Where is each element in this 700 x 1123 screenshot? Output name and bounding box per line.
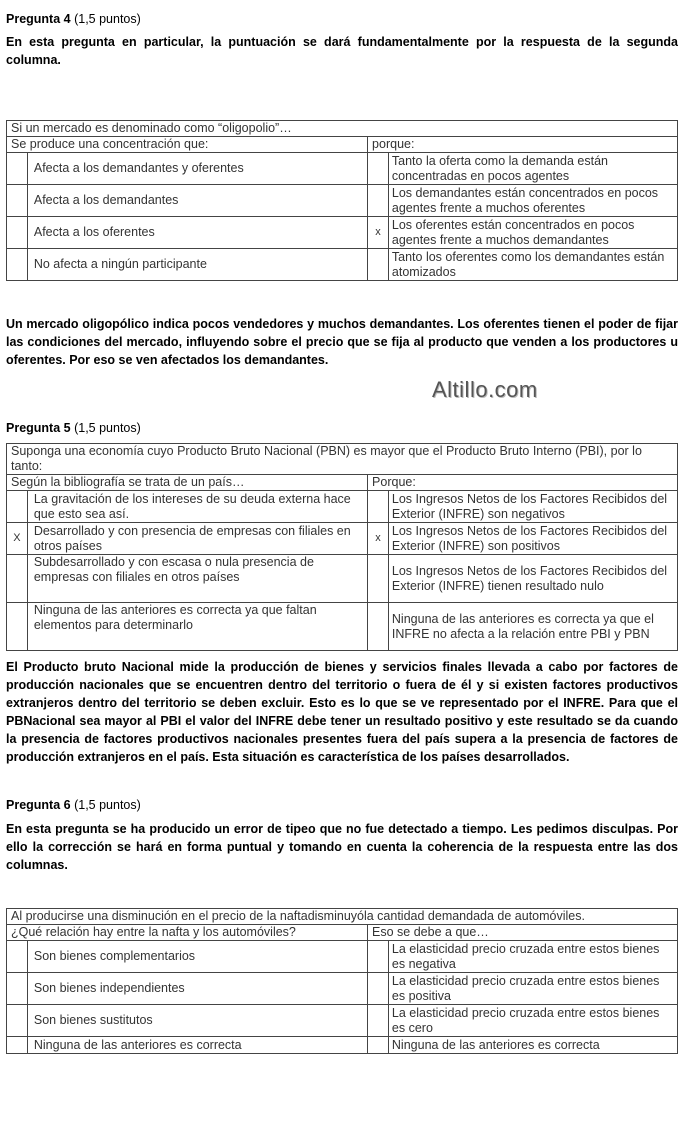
checkbox-cell-right[interactable] bbox=[368, 491, 389, 523]
checkbox-cell-left[interactable] bbox=[7, 1005, 28, 1037]
question-5-title: Pregunta 5 bbox=[6, 421, 71, 435]
checkbox-cell-left[interactable] bbox=[7, 973, 28, 1005]
checkbox-cell-left[interactable] bbox=[7, 491, 28, 523]
option-left: Ninguna de las anteriores es correcta bbox=[27, 1037, 367, 1054]
question-6-intro: En esta pregunta se ha producido un error de tipeo que no fue detectado a tiempo. Les pedimos disculpas. Por ello la corrección se hará en forma puntual y tomando en cuenta la coherencia de la respuesta entre las dos columnas. bbox=[6, 822, 678, 872]
question-5-points: (1,5 puntos) bbox=[74, 421, 141, 435]
checkbox-cell-left[interactable]: X bbox=[7, 523, 28, 555]
option-left: Desarrollado y con presencia de empresas con filiales en otros países bbox=[27, 523, 367, 555]
option-left: Ninguna de las anteriores es correcta ya que faltan elementos para determinarlo bbox=[27, 603, 367, 651]
option-right: Los Ingresos Netos de los Factores Recibidos del Exterior (INFRE) son negativos bbox=[388, 491, 677, 523]
option-left: Son bienes sustitutos bbox=[27, 1005, 367, 1037]
option-left: Afecta a los demandantes bbox=[27, 185, 367, 217]
altillo-watermark: Altillo.com bbox=[432, 377, 538, 402]
question-4-intro: En esta pregunta en particular, la puntuación se dará fundamentalmente por la respuesta de la segunda columna. bbox=[6, 35, 678, 67]
option-right: Tanto los oferentes como los demandantes están atomizados bbox=[388, 249, 677, 281]
table-row bbox=[7, 217, 678, 249]
table-row bbox=[7, 185, 678, 217]
column-header-left: ¿Qué relación hay entre la nafta y los automóviles? bbox=[7, 925, 368, 941]
question-6-table bbox=[6, 908, 678, 1054]
table-row bbox=[7, 941, 678, 973]
table-title: Al producirse una disminución en el precio de la naftadisminuyóla cantidad demandada de automóviles. bbox=[7, 909, 678, 925]
document-page bbox=[6, 12, 678, 1054]
option-left: La gravitación de los intereses de su deuda externa hace que esto sea así. bbox=[27, 491, 367, 523]
question-4-heading bbox=[6, 12, 678, 26]
table-title: Si un mercado es denominado como “oligopolio”… bbox=[7, 121, 678, 137]
table-row bbox=[7, 603, 678, 651]
checkbox-cell-left[interactable] bbox=[7, 941, 28, 973]
option-right: Ninguna de las anteriores es correcta ya que el INFRE no afecta a la relación entre PBI y PBN bbox=[388, 603, 677, 651]
table-row bbox=[7, 153, 678, 185]
option-right: La elasticidad precio cruzada entre estos bienes es cero bbox=[388, 1005, 677, 1037]
table-row bbox=[7, 523, 678, 555]
option-right: Ninguna de las anteriores es correcta bbox=[388, 1037, 677, 1054]
question-4-table bbox=[6, 120, 678, 281]
column-header-right: Porque: bbox=[368, 475, 678, 491]
option-right: Los demandantes están concentrados en pocos agentes frente a muchos oferentes bbox=[388, 185, 677, 217]
column-header-right: Eso se debe a que… bbox=[368, 925, 678, 941]
checkbox-cell-right[interactable]: x bbox=[368, 217, 389, 249]
option-left: Afecta a los oferentes bbox=[27, 217, 367, 249]
checkbox-cell-left[interactable] bbox=[7, 217, 28, 249]
option-left: No afecta a ningún participante bbox=[27, 249, 367, 281]
checkbox-cell-left[interactable] bbox=[7, 603, 28, 651]
checkbox-cell-left[interactable] bbox=[7, 555, 28, 603]
checkbox-cell-right[interactable] bbox=[368, 153, 389, 185]
checkbox-cell-right[interactable] bbox=[368, 185, 389, 217]
question-5-answer: El Producto bruto Nacional mide la producción de bienes y servicios finales llevada a cabo por factores de producción nacionales que se encuentren dentro del territorio o fuera de él y si existen factores productivos extranjeros dentro del territorio se deben excluir. Esto es lo que se ve representado por el INFRE. Para que el PBNacional sea mayor al PBI el valor del INFRE debe tener un resultado positivo y este resultado se da cuando la presencia de factores productivos nacionales presentes fuera del país supera a la presencia de factores de producción extranjeros en el país. Esta situación es característica de los países desarrollados. bbox=[6, 660, 678, 764]
option-left: Son bienes complementarios bbox=[27, 941, 367, 973]
option-left: Son bienes independientes bbox=[27, 973, 367, 1005]
option-right: La elasticidad precio cruzada entre estos bienes es positiva bbox=[388, 973, 677, 1005]
column-header-left: Según la bibliografía se trata de un país… bbox=[7, 475, 368, 491]
question-6-title: Pregunta 6 bbox=[6, 798, 71, 812]
table-row bbox=[7, 973, 678, 1005]
checkbox-cell-left[interactable] bbox=[7, 185, 28, 217]
question-5-table bbox=[6, 443, 678, 651]
checkbox-cell-right[interactable]: x bbox=[368, 523, 389, 555]
question-4-title: Pregunta 4 bbox=[6, 12, 71, 26]
checkbox-cell-left[interactable] bbox=[7, 249, 28, 281]
option-right: La elasticidad precio cruzada entre estos bienes es negativa bbox=[388, 941, 677, 973]
checkbox-cell-left[interactable] bbox=[7, 1037, 28, 1054]
option-left: Afecta a los demandantes y oferentes bbox=[27, 153, 367, 185]
checkbox-cell-right[interactable] bbox=[368, 1037, 389, 1054]
checkbox-cell-right[interactable] bbox=[368, 1005, 389, 1037]
column-header-left: Se produce una concentración que: bbox=[7, 137, 368, 153]
question-6-heading bbox=[6, 798, 678, 812]
option-right: Tanto la oferta como la demanda están concentradas en pocos agentes bbox=[388, 153, 677, 185]
checkbox-cell-right[interactable] bbox=[368, 249, 389, 281]
question-5-heading bbox=[6, 421, 678, 435]
question-4-answer: Un mercado oligopólico indica pocos vendedores y muchos demandantes. Los oferentes tienen el poder de fijar las condiciones del mercado, influyendo sobre el precio que se fija al producto que venden a los productores u oferentes. Por eso se ven afectados los demandantes. bbox=[6, 317, 678, 367]
option-right: Los Ingresos Netos de los Factores Recibidos del Exterior (INFRE) son positivos bbox=[388, 523, 677, 555]
question-6-points: (1,5 puntos) bbox=[74, 798, 141, 812]
table-title: Suponga una economía cuyo Producto Bruto Nacional (PBN) es mayor que el Producto Bruto Interno (PBI), por lo tanto: bbox=[7, 444, 678, 475]
column-header-right: porque: bbox=[368, 137, 678, 153]
checkbox-cell-right[interactable] bbox=[368, 603, 389, 651]
checkbox-cell-left[interactable] bbox=[7, 153, 28, 185]
option-left: Subdesarrollado y con escasa o nula presencia de empresas con filiales en otros países bbox=[27, 555, 367, 603]
table-row bbox=[7, 491, 678, 523]
table-row bbox=[7, 1037, 678, 1054]
option-right: Los Ingresos Netos de los Factores Recibidos del Exterior (INFRE) tienen resultado nulo bbox=[388, 555, 677, 603]
checkbox-cell-right[interactable] bbox=[368, 973, 389, 1005]
table-row bbox=[7, 555, 678, 603]
option-right: Los oferentes están concentrados en pocos agentes frente a muchos demandantes bbox=[388, 217, 677, 249]
checkbox-cell-right[interactable] bbox=[368, 555, 389, 603]
table-row bbox=[7, 1005, 678, 1037]
table-row bbox=[7, 249, 678, 281]
checkbox-cell-right[interactable] bbox=[368, 941, 389, 973]
question-4-points: (1,5 puntos) bbox=[74, 12, 141, 26]
